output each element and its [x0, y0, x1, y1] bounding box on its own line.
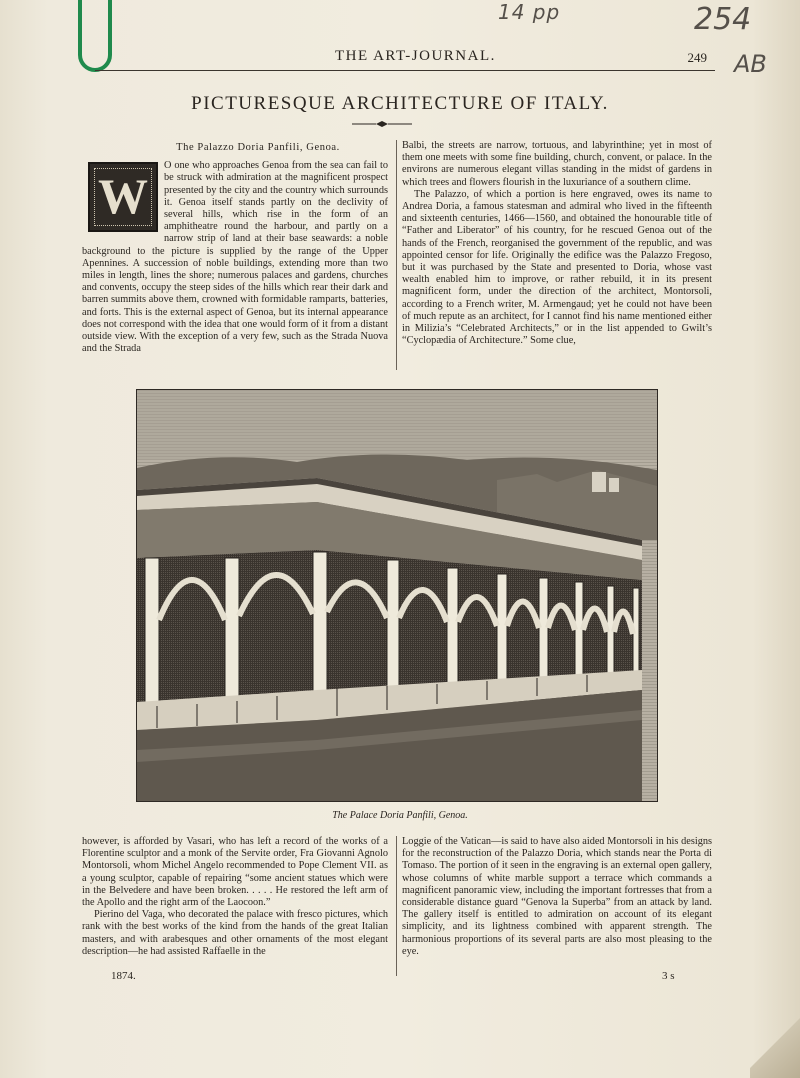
column-3 — [82, 836, 388, 958]
section-heading: The Palazzo Doria Panfili, Genoa. — [176, 142, 340, 153]
column-rule — [396, 836, 397, 976]
page-number: 249 — [687, 50, 707, 65]
torn-corner — [750, 1018, 800, 1078]
footer-signature: 3 s — [662, 970, 675, 982]
paragraph: O one who approaches Genoa from the sea can fail to be struck with admiration at the magnificent prospect presented by the city and the country which surrounds it. Genoa itself stands partly on the declivity of several hills, which rise in the form of an amphitheatre round the harbour, and partly on a narrow strip of land at their base seawards: a noble background to the picture is supplied by the range of the Upper Apennines. A succession of noble buildings, extending more than two miles in length, lines the shore; numerous palaces and gardens, churches and convents, occupy the steep sides of the hills which rear their dark and barren summits above them, crowned with formidable ramparts, batteries, and forts. This is the external aspect of Genoa, but its internal appearance does not correspond with the idea that one would form of it from a distant outside view. With the exception of a very few, such as the Strada Nuova and the Strada — [82, 160, 388, 355]
ornament-divider-icon — [352, 120, 412, 128]
footer-year: 1874. — [111, 970, 136, 982]
pencil-annotation: AB — [734, 50, 767, 78]
drop-cap-letter: W — [98, 168, 148, 225]
paragraph: Pierino del Vaga, who decorated the palace with fresco pictures, which rank with the best works of the kind from the hands of the great Italian masters, and with arabesques and other ornaments of the most elegant description—he had assisted Raffaelle in the — [82, 909, 388, 957]
paragraph: Balbi, the streets are narrow, tortuous, and labyrinthine; yet in most of them one meets with some fine building, church, convent, or palace. In the environs are numerous elegant villas standing in the midst of gardens in which trees and flowers flourish in the luxuriance of a southern clime. — [402, 140, 712, 188]
column-rule — [396, 140, 397, 370]
paragraph: however, is afforded by Vasari, who has left a record of the works of a Florentine sculptor and a monk of the Servite order, Fra Giovanni Agnolo Montorsoli, whom Michel Angelo recommended to Pope Clement VII. as a young sculptor, capable of repairing “some ancient statues which were in the Belvedere and have been broken. . . . . He restored the left arm of the Apollo and the right arm of the Laocoon.” — [82, 836, 388, 909]
engraving-palazzo-doria — [136, 389, 658, 802]
engraving-illustration — [137, 390, 657, 801]
article-title: PICTURESQUE ARCHITECTURE OF ITALY. — [191, 93, 609, 114]
running-head — [95, 48, 715, 71]
journal-title: THE ART-JOURNAL. — [335, 48, 496, 64]
drop-cap — [88, 162, 158, 232]
column-1 — [82, 140, 388, 355]
column-2 — [402, 140, 712, 347]
figure-caption: The Palace Doria Panfili, Genoa. — [332, 810, 468, 821]
column-4 — [402, 836, 712, 958]
pencil-annotation: 14 pp — [498, 0, 561, 24]
paragraph: Loggie of the Vatican—is said to have also aided Montorsoli in his designs for the reconstruction of the Palazzo Doria, which stands near the Porta di Tomaso. The portion of it seen in the engraving is an external open gallery, whose columns of white marble support a terrace which commands a magnificent panoramic view, including the important fortresses that from a considerable distance guard “Genova la Superba” from an attack by land. The gallery itself is entitled to admiration on account of its elegant simplicity, and its lightness combined with apparent strength. The harmonious proportions of its several parts are also most pleasing to the eye. — [402, 836, 712, 957]
paragraph: The Palazzo, of which a portion is here engraved, owes its name to Andrea Doria, a famous statesman and admiral who lived in the fifteenth and sixteenth centuries, 1466—1560, and obtained the honourable title of “Father and Liberator” of his country, for he rescued Genoa out of the hands of the French, reorganised the government of the republic, and was appointed censor for life. Originally the edifice was the Palazzo Fregoso, but it was purchased by the State and presented to Doria, whose vast wealth enabled him to improve, or rather rebuild, it in its present magnificent form, under the direction of the architect, Montorsoli, according to a French writer, M. Armengaud; yet he could not have been of much repute as an architect, for I cannot find his name mentioned either in Milizia’s “Celebrated Architects,” or in the list appended to Gwilt’s “Cyclopædia of Architecture.” Some clue, — [402, 188, 712, 347]
pencil-annotation: 254 — [694, 2, 752, 37]
